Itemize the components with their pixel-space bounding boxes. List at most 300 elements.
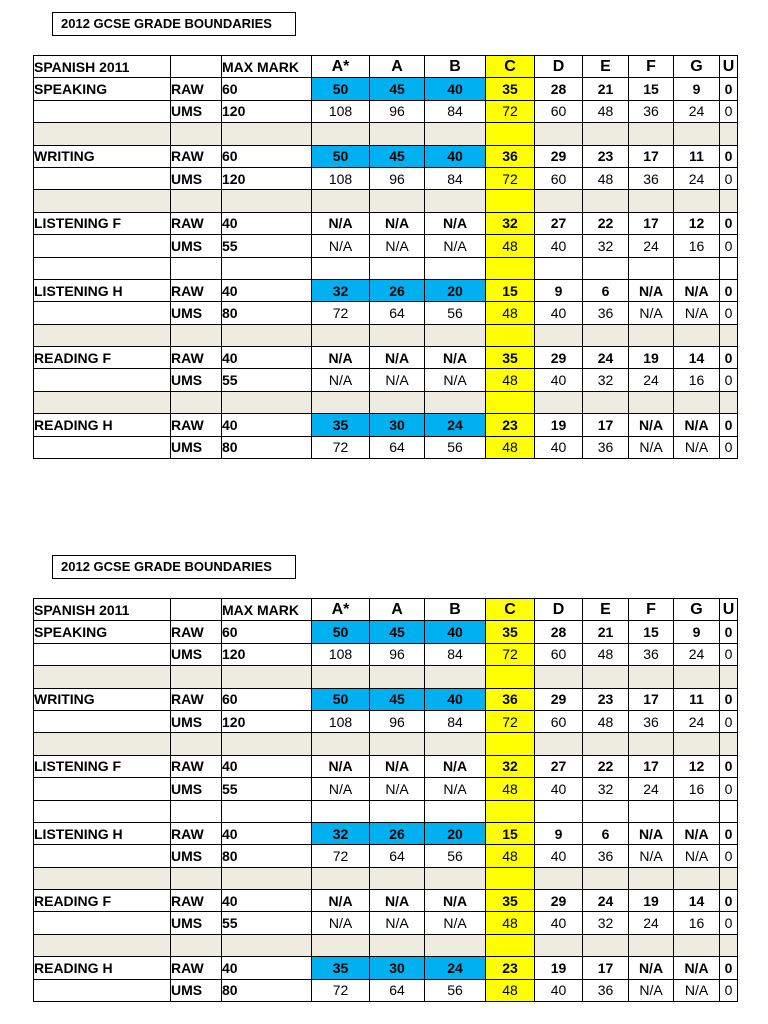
grade-value: 60 bbox=[535, 710, 583, 732]
spacer-cell bbox=[674, 733, 720, 755]
grade-value: 0 bbox=[720, 436, 738, 458]
grade-value: 24 bbox=[674, 643, 720, 665]
grade-value: 26 bbox=[370, 279, 425, 301]
spacer-cell bbox=[583, 800, 629, 822]
spacer-cell bbox=[312, 934, 370, 956]
grade-value: 0 bbox=[720, 347, 738, 369]
grade-value: 96 bbox=[370, 710, 425, 732]
spacer-cell bbox=[370, 123, 425, 145]
spacer-cell bbox=[486, 257, 535, 279]
grade-value: 32 bbox=[583, 912, 629, 934]
grade-value: 17 bbox=[583, 957, 629, 979]
spacer-cell bbox=[370, 733, 425, 755]
spacer-row bbox=[34, 257, 738, 279]
mark-type: RAW bbox=[171, 212, 222, 234]
grade-value: 24 bbox=[629, 778, 674, 800]
grade-value: 64 bbox=[370, 845, 425, 867]
grade-value: 36 bbox=[583, 979, 629, 1001]
spacer-cell bbox=[583, 324, 629, 346]
grade-value: 40 bbox=[535, 778, 583, 800]
spacer-cell bbox=[171, 867, 222, 889]
grade-value: 35 bbox=[486, 621, 535, 643]
spacer-row bbox=[34, 324, 738, 346]
grade-value: 15 bbox=[629, 621, 674, 643]
grade-value: 45 bbox=[370, 621, 425, 643]
spacer-cell bbox=[34, 123, 171, 145]
spacer-cell bbox=[629, 190, 674, 212]
grade-value: 0 bbox=[720, 279, 738, 301]
grade-value: N/A bbox=[312, 778, 370, 800]
header-row bbox=[34, 599, 738, 621]
grade-value: N/A bbox=[425, 778, 486, 800]
spacer-cell bbox=[486, 666, 535, 688]
grade-value: 0 bbox=[720, 979, 738, 1001]
spacer-cell bbox=[535, 666, 583, 688]
grade-boundaries-title: 2012 GCSE GRADE BOUNDARIES bbox=[52, 12, 296, 36]
spacer-cell bbox=[720, 257, 738, 279]
spacer-cell bbox=[34, 324, 171, 346]
grade-value: 60 bbox=[535, 100, 583, 122]
grade-value: 14 bbox=[674, 890, 720, 912]
spacer-cell bbox=[486, 391, 535, 413]
grade-value: 15 bbox=[486, 279, 535, 301]
grade-value: 56 bbox=[425, 436, 486, 458]
raw-row bbox=[34, 347, 738, 369]
mark-type: UMS bbox=[171, 979, 222, 1001]
spacer-cell bbox=[312, 867, 370, 889]
grade-value: N/A bbox=[425, 347, 486, 369]
spacer-row bbox=[34, 666, 738, 688]
grade-value: N/A bbox=[674, 957, 720, 979]
grade-value: 23 bbox=[486, 957, 535, 979]
max-mark: 55 bbox=[222, 778, 312, 800]
grade-value: 0 bbox=[720, 778, 738, 800]
grade-value: 21 bbox=[583, 78, 629, 100]
grade-value: 0 bbox=[720, 643, 738, 665]
mark-type: UMS bbox=[171, 912, 222, 934]
grade-value: 0 bbox=[720, 688, 738, 710]
grade-value: 45 bbox=[370, 688, 425, 710]
grade-value: 48 bbox=[486, 778, 535, 800]
grade-value: N/A bbox=[674, 414, 720, 436]
grade-value: N/A bbox=[674, 845, 720, 867]
spacer-row bbox=[34, 733, 738, 755]
grade-value: 19 bbox=[629, 347, 674, 369]
spacer-cell bbox=[629, 324, 674, 346]
grade-value: 32 bbox=[312, 279, 370, 301]
grade-value: 50 bbox=[312, 688, 370, 710]
grade-value: 29 bbox=[535, 688, 583, 710]
grade-value: 36 bbox=[629, 643, 674, 665]
subject-name: LISTENING F bbox=[34, 212, 171, 234]
grade-value: N/A bbox=[674, 979, 720, 1001]
grade-value: 84 bbox=[425, 100, 486, 122]
type-header bbox=[171, 599, 222, 621]
spacer-cell bbox=[583, 867, 629, 889]
grade-value: 0 bbox=[720, 212, 738, 234]
grade-header: A* bbox=[312, 599, 370, 621]
subject-name bbox=[34, 235, 171, 257]
max-mark: 40 bbox=[222, 347, 312, 369]
grade-value: 27 bbox=[535, 212, 583, 234]
spacer-cell bbox=[720, 800, 738, 822]
max-mark: 60 bbox=[222, 688, 312, 710]
spacer-cell bbox=[171, 733, 222, 755]
spacer-row bbox=[34, 867, 738, 889]
grade-header: C bbox=[486, 599, 535, 621]
subject-name bbox=[34, 710, 171, 732]
subject-name bbox=[34, 643, 171, 665]
grade-value: 36 bbox=[629, 100, 674, 122]
grade-value: 0 bbox=[720, 145, 738, 167]
grade-value: 0 bbox=[720, 621, 738, 643]
grade-value: 72 bbox=[486, 710, 535, 732]
grade-value: 48 bbox=[486, 436, 535, 458]
grade-value: 96 bbox=[370, 100, 425, 122]
spacer-row bbox=[34, 190, 738, 212]
grade-value: 24 bbox=[629, 235, 674, 257]
grade-value: N/A bbox=[370, 778, 425, 800]
max-mark: 60 bbox=[222, 78, 312, 100]
raw-row bbox=[34, 414, 738, 436]
spacer-cell bbox=[674, 867, 720, 889]
grade-value: 40 bbox=[535, 369, 583, 391]
spacer-cell bbox=[425, 190, 486, 212]
ums-row bbox=[34, 845, 738, 867]
spacer-cell bbox=[370, 666, 425, 688]
spacer-cell bbox=[370, 934, 425, 956]
grade-header: B bbox=[425, 56, 486, 78]
spacer-cell bbox=[370, 867, 425, 889]
grade-value: 24 bbox=[583, 890, 629, 912]
grade-value: N/A bbox=[312, 347, 370, 369]
spacer-cell bbox=[720, 391, 738, 413]
max-mark: 120 bbox=[222, 100, 312, 122]
grade-value: N/A bbox=[674, 822, 720, 844]
spacer-cell bbox=[425, 733, 486, 755]
grade-value: 40 bbox=[535, 912, 583, 934]
spacer-cell bbox=[583, 190, 629, 212]
subject-header: SPANISH 2011 bbox=[34, 599, 171, 621]
max-mark: 80 bbox=[222, 979, 312, 1001]
grade-value: N/A bbox=[629, 414, 674, 436]
grade-value: N/A bbox=[312, 212, 370, 234]
grade-value: N/A bbox=[370, 890, 425, 912]
spacer-cell bbox=[425, 666, 486, 688]
grade-value: 16 bbox=[674, 235, 720, 257]
spacer-cell bbox=[720, 190, 738, 212]
spacer-cell bbox=[425, 123, 486, 145]
grade-value: 64 bbox=[370, 979, 425, 1001]
grade-value: 56 bbox=[425, 979, 486, 1001]
grade-header: U bbox=[720, 599, 738, 621]
grade-value: 0 bbox=[720, 890, 738, 912]
spacer-cell bbox=[674, 666, 720, 688]
subject-name: WRITING bbox=[34, 688, 171, 710]
spacer-cell bbox=[222, 391, 312, 413]
spacer-cell bbox=[535, 867, 583, 889]
spacer-cell bbox=[535, 391, 583, 413]
spacer-cell bbox=[486, 733, 535, 755]
grade-value: 16 bbox=[674, 778, 720, 800]
ums-row bbox=[34, 235, 738, 257]
grade-header: F bbox=[629, 599, 674, 621]
grade-value: N/A bbox=[674, 279, 720, 301]
grade-value: N/A bbox=[629, 436, 674, 458]
spacer-cell bbox=[222, 324, 312, 346]
grade-value: 6 bbox=[583, 822, 629, 844]
mark-type: UMS bbox=[171, 100, 222, 122]
spacer-cell bbox=[171, 800, 222, 822]
grade-value: 64 bbox=[370, 436, 425, 458]
grade-value: 0 bbox=[720, 822, 738, 844]
max-mark: 120 bbox=[222, 710, 312, 732]
max-mark: 80 bbox=[222, 845, 312, 867]
spacer-cell bbox=[222, 867, 312, 889]
grade-value: 17 bbox=[629, 755, 674, 777]
grade-value: 84 bbox=[425, 643, 486, 665]
max-mark: 40 bbox=[222, 279, 312, 301]
grade-value: 48 bbox=[583, 100, 629, 122]
grade-value: 22 bbox=[583, 755, 629, 777]
subject-name: READING H bbox=[34, 414, 171, 436]
mark-type: RAW bbox=[171, 279, 222, 301]
grade-value: 96 bbox=[370, 643, 425, 665]
grade-value: 19 bbox=[629, 890, 674, 912]
spacer-row bbox=[34, 934, 738, 956]
max-mark: 40 bbox=[222, 822, 312, 844]
spacer-cell bbox=[171, 324, 222, 346]
grade-value: N/A bbox=[370, 212, 425, 234]
grade-value: 19 bbox=[535, 414, 583, 436]
spacer-cell bbox=[370, 257, 425, 279]
spacer-cell bbox=[370, 190, 425, 212]
subject-name bbox=[34, 302, 171, 324]
grade-value: N/A bbox=[629, 822, 674, 844]
grade-value: 40 bbox=[425, 688, 486, 710]
subject-name: READING F bbox=[34, 347, 171, 369]
subject-name bbox=[34, 778, 171, 800]
grade-value: 0 bbox=[720, 369, 738, 391]
grade-value: 12 bbox=[674, 212, 720, 234]
max-mark: 55 bbox=[222, 369, 312, 391]
spacer-cell bbox=[171, 391, 222, 413]
mark-type: UMS bbox=[171, 778, 222, 800]
grade-value: 72 bbox=[486, 167, 535, 189]
grade-value: N/A bbox=[370, 235, 425, 257]
grade-value: 9 bbox=[535, 822, 583, 844]
ums-row bbox=[34, 369, 738, 391]
grade-value: 32 bbox=[486, 755, 535, 777]
grade-value: 24 bbox=[583, 347, 629, 369]
spacer-cell bbox=[312, 190, 370, 212]
grade-value: N/A bbox=[370, 912, 425, 934]
spacer-cell bbox=[370, 324, 425, 346]
spacer-cell bbox=[312, 123, 370, 145]
grade-value: N/A bbox=[629, 279, 674, 301]
max-mark: 40 bbox=[222, 755, 312, 777]
grade-value: 0 bbox=[720, 414, 738, 436]
max-mark-header: MAX MARK bbox=[222, 599, 312, 621]
grade-value: 72 bbox=[486, 643, 535, 665]
grade-value: N/A bbox=[425, 235, 486, 257]
spacer-cell bbox=[583, 934, 629, 956]
subject-name bbox=[34, 167, 171, 189]
grade-value: 29 bbox=[535, 145, 583, 167]
grade-value: 48 bbox=[583, 710, 629, 732]
spacer-cell bbox=[222, 257, 312, 279]
spacer-cell bbox=[629, 867, 674, 889]
grade-value: 15 bbox=[629, 78, 674, 100]
max-mark: 55 bbox=[222, 912, 312, 934]
spacer-cell bbox=[535, 257, 583, 279]
grade-value: 36 bbox=[629, 710, 674, 732]
grade-value: 24 bbox=[674, 167, 720, 189]
grade-value: 24 bbox=[629, 912, 674, 934]
spacer-cell bbox=[370, 391, 425, 413]
spacer-cell bbox=[674, 391, 720, 413]
grade-value: 19 bbox=[535, 957, 583, 979]
mark-type: UMS bbox=[171, 369, 222, 391]
grade-value: 28 bbox=[535, 78, 583, 100]
spacer-cell bbox=[171, 666, 222, 688]
grade-value: 0 bbox=[720, 957, 738, 979]
raw-row bbox=[34, 957, 738, 979]
grade-value: 96 bbox=[370, 167, 425, 189]
grade-header: D bbox=[535, 599, 583, 621]
spacer-cell bbox=[312, 800, 370, 822]
grade-value: 35 bbox=[486, 347, 535, 369]
grade-value: 84 bbox=[425, 710, 486, 732]
type-header bbox=[171, 56, 222, 78]
subject-name bbox=[34, 979, 171, 1001]
spacer-cell bbox=[222, 800, 312, 822]
max-mark: 60 bbox=[222, 621, 312, 643]
spacer-cell bbox=[34, 666, 171, 688]
spacer-cell bbox=[674, 800, 720, 822]
spacer-cell bbox=[535, 123, 583, 145]
grade-value: 9 bbox=[674, 78, 720, 100]
grade-header: G bbox=[674, 56, 720, 78]
spacer-cell bbox=[674, 190, 720, 212]
grade-value: 36 bbox=[583, 845, 629, 867]
grade-value: N/A bbox=[312, 890, 370, 912]
grade-header: B bbox=[425, 599, 486, 621]
grade-value: 64 bbox=[370, 302, 425, 324]
grade-value: 36 bbox=[486, 145, 535, 167]
ums-row bbox=[34, 643, 738, 665]
grade-value: 32 bbox=[312, 822, 370, 844]
grade-value: 29 bbox=[535, 890, 583, 912]
spacer-cell bbox=[222, 666, 312, 688]
grade-value: 21 bbox=[583, 621, 629, 643]
spacer-cell bbox=[34, 190, 171, 212]
grade-value: 45 bbox=[370, 145, 425, 167]
grade-header: F bbox=[629, 56, 674, 78]
grade-header: U bbox=[720, 56, 738, 78]
spacer-cell bbox=[486, 800, 535, 822]
grade-value: 35 bbox=[486, 890, 535, 912]
grade-value: 32 bbox=[583, 778, 629, 800]
mark-type: RAW bbox=[171, 822, 222, 844]
grade-value: 108 bbox=[312, 643, 370, 665]
spacer-cell bbox=[425, 257, 486, 279]
grade-value: 35 bbox=[312, 957, 370, 979]
spacer-cell bbox=[222, 733, 312, 755]
subject-name bbox=[34, 436, 171, 458]
grade-value: 24 bbox=[629, 369, 674, 391]
spacer-cell bbox=[535, 733, 583, 755]
spacer-cell bbox=[34, 867, 171, 889]
spacer-cell bbox=[535, 324, 583, 346]
grade-value: 28 bbox=[535, 621, 583, 643]
grade-value: 72 bbox=[486, 100, 535, 122]
grade-value: N/A bbox=[629, 957, 674, 979]
raw-row bbox=[34, 78, 738, 100]
mark-type: RAW bbox=[171, 688, 222, 710]
max-mark: 80 bbox=[222, 436, 312, 458]
grade-value: N/A bbox=[370, 755, 425, 777]
grade-header: D bbox=[535, 56, 583, 78]
grade-header: A bbox=[370, 599, 425, 621]
grade-value: N/A bbox=[370, 347, 425, 369]
grade-value: 56 bbox=[425, 845, 486, 867]
grade-value: 15 bbox=[486, 822, 535, 844]
spacer-cell bbox=[486, 190, 535, 212]
spacer-row bbox=[34, 800, 738, 822]
spacer-cell bbox=[222, 934, 312, 956]
spacer-cell bbox=[720, 934, 738, 956]
spacer-cell bbox=[583, 733, 629, 755]
grade-value: 26 bbox=[370, 822, 425, 844]
spacer-cell bbox=[720, 867, 738, 889]
raw-row bbox=[34, 212, 738, 234]
grade-value: 17 bbox=[629, 212, 674, 234]
grade-value: 60 bbox=[535, 643, 583, 665]
grade-value: 36 bbox=[583, 302, 629, 324]
raw-row bbox=[34, 145, 738, 167]
mark-type: RAW bbox=[171, 347, 222, 369]
grade-value: 50 bbox=[312, 78, 370, 100]
spacer-cell bbox=[312, 391, 370, 413]
grade-value: 0 bbox=[720, 912, 738, 934]
grade-value: 35 bbox=[312, 414, 370, 436]
grade-value: 40 bbox=[535, 302, 583, 324]
spacer-cell bbox=[486, 867, 535, 889]
grade-value: 16 bbox=[674, 912, 720, 934]
ums-row bbox=[34, 436, 738, 458]
grade-value: 40 bbox=[535, 979, 583, 1001]
max-mark: 80 bbox=[222, 302, 312, 324]
grade-value: N/A bbox=[312, 912, 370, 934]
grade-value: 48 bbox=[486, 369, 535, 391]
grade-value: 32 bbox=[583, 369, 629, 391]
subject-name: LISTENING H bbox=[34, 279, 171, 301]
grade-value: 72 bbox=[312, 845, 370, 867]
spacer-cell bbox=[583, 666, 629, 688]
grade-value: 9 bbox=[535, 279, 583, 301]
grade-value: 72 bbox=[312, 979, 370, 1001]
raw-row bbox=[34, 822, 738, 844]
grade-value: 50 bbox=[312, 145, 370, 167]
spacer-cell bbox=[486, 123, 535, 145]
mark-type: UMS bbox=[171, 845, 222, 867]
grade-value: 40 bbox=[535, 235, 583, 257]
grade-value: 24 bbox=[674, 100, 720, 122]
raw-row bbox=[34, 755, 738, 777]
grade-value: 84 bbox=[425, 167, 486, 189]
grade-value: 0 bbox=[720, 78, 738, 100]
